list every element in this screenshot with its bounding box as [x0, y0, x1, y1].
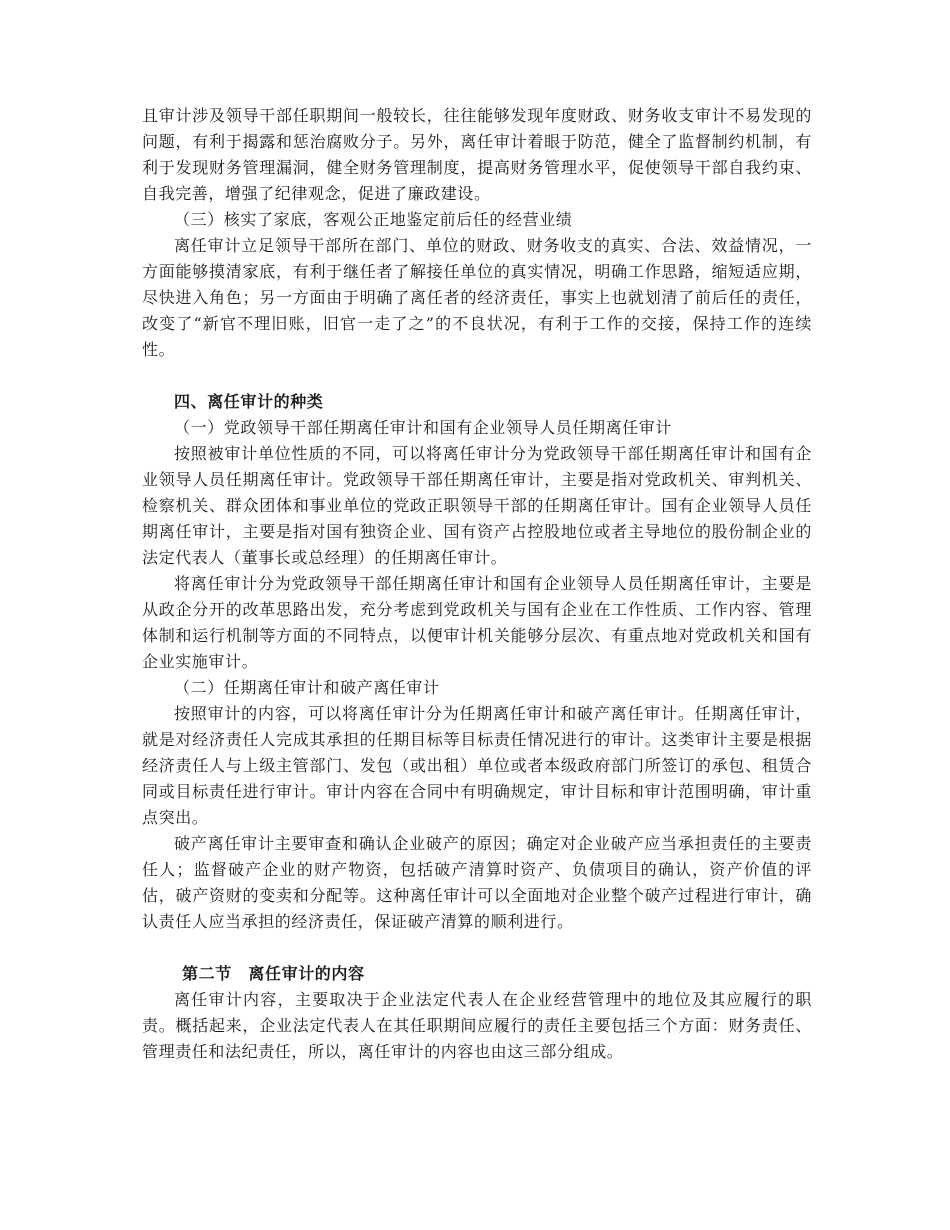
spacer [142, 935, 812, 961]
paragraph-anti-corruption: 且审计涉及领导干部任职期间一般较长，往往能够发现年度财政、财务收支审计不易发现的问题，有利于揭露和惩治腐败分子。另外，离任审计着眼于防范，健全了监督制约机制，有利于发现财务管理漏洞，健全财务管理制度，提高财务管理水平，促使领导干部自我约束、自我完善，增强了纪律观念，促进了廉政建设。 [142, 106, 812, 203]
subheading-party-soe-audit: （一）党政领导干部任期离任审计和国有企业领导人员任期离任审计 [174, 418, 673, 437]
heading-audit-types: 四、离任审计的种类 [174, 392, 324, 411]
paragraph-verify-assets: 离任审计立足领导干部所在部门、单位的财政、财务收支的真实、合法、效益情况，一方面能够摸清家底，有利于继任者了解接任单位的真实情况，明确工作思路，缩短适应期，尽快进入角色；另一方面由于明确了离任者的经济责任，事实上也就划清了前后任的责任，改变了“新官不理旧账，旧官一走了之”的不良状况，有利于工作的交接，保持工作的连续性。 [142, 236, 812, 359]
paragraph-party-soe-definition: 按照被审计单位性质的不同，可以将离任审计分为党政领导干部任期离任审计和国有企业领导人员任期离任审计。党政领导干部任期离任审计，主要是指对党政机关、审判机关、检察机关、群众团体和事业单位的党政正职领导干部的任期离任审计。国有企业领导人员任期离任审计，主要是指对国有独资企业、国有资产占控股地位或者主导地位的股份制企业的法定代表人（董事长或总经理）的任期离任审计。 [142, 444, 812, 567]
section-title-audit-content: 第二节 离任审计的内容 [182, 964, 365, 983]
paragraph-bankruptcy-audit: 破产离任审计主要审查和确认企业破产的原因；确定对企业破产应当承担责任的主要责任人；监督破产企业的财产物资，包括破产清算时资产、负债项目的确认，资产价值的评估，破产资财的变卖和分配等。这种离任审计可以全面地对企业整个破产过程进行审计，确认责任人应当承担的经济责任，保证破产清算的顺利进行。 [142, 834, 812, 931]
paragraph-audit-content: 离任审计内容，主要取决于企业法定代表人在企业经营管理中的地位及其应履行的职责。概括起来，企业法定代表人在其任职期间应履行的责任主要包括三个方面：财务责任、管理责任和法纪责任，所以，离任审计的内容也由这三部分组成。 [142, 990, 812, 1061]
subheading-verify-assets: （三）核实了家底，客观公正地鉴定前后任的经营业绩 [174, 210, 573, 229]
paragraph-term-audit: 按照审计的内容，可以将离任审计分为任期离任审计和破产离任审计。任期离任审计，就是对经济责任人完成其承担的任期目标等目标责任情况进行的审计。这类审计主要是根据经济责任人与上级主管部门、发包（或出租）单位或者本级政府部门所签订的承包、租赁合同或目标责任进行审计。审计内容在合同中有明确规定，审计目标和审计范围明确，审计重点突出。 [142, 704, 812, 827]
subheading-term-bankruptcy-audit: （二）任期离任审计和破产离任审计 [174, 678, 440, 697]
spacer [142, 363, 812, 389]
paragraph-party-soe-rationale: 将离任审计分为党政领导干部任期离任审计和国有企业领导人员任期离任审计，主要是从政企分开的改革思路出发，充分考虑到党政机关与国有企业在工作性质、工作内容、管理体制和运行机制等方面的不同特点，以便审计机关能够分层次、有重点地对党政机关和国有企业实施审计。 [142, 574, 812, 671]
document-page [142, 103, 812, 1065]
